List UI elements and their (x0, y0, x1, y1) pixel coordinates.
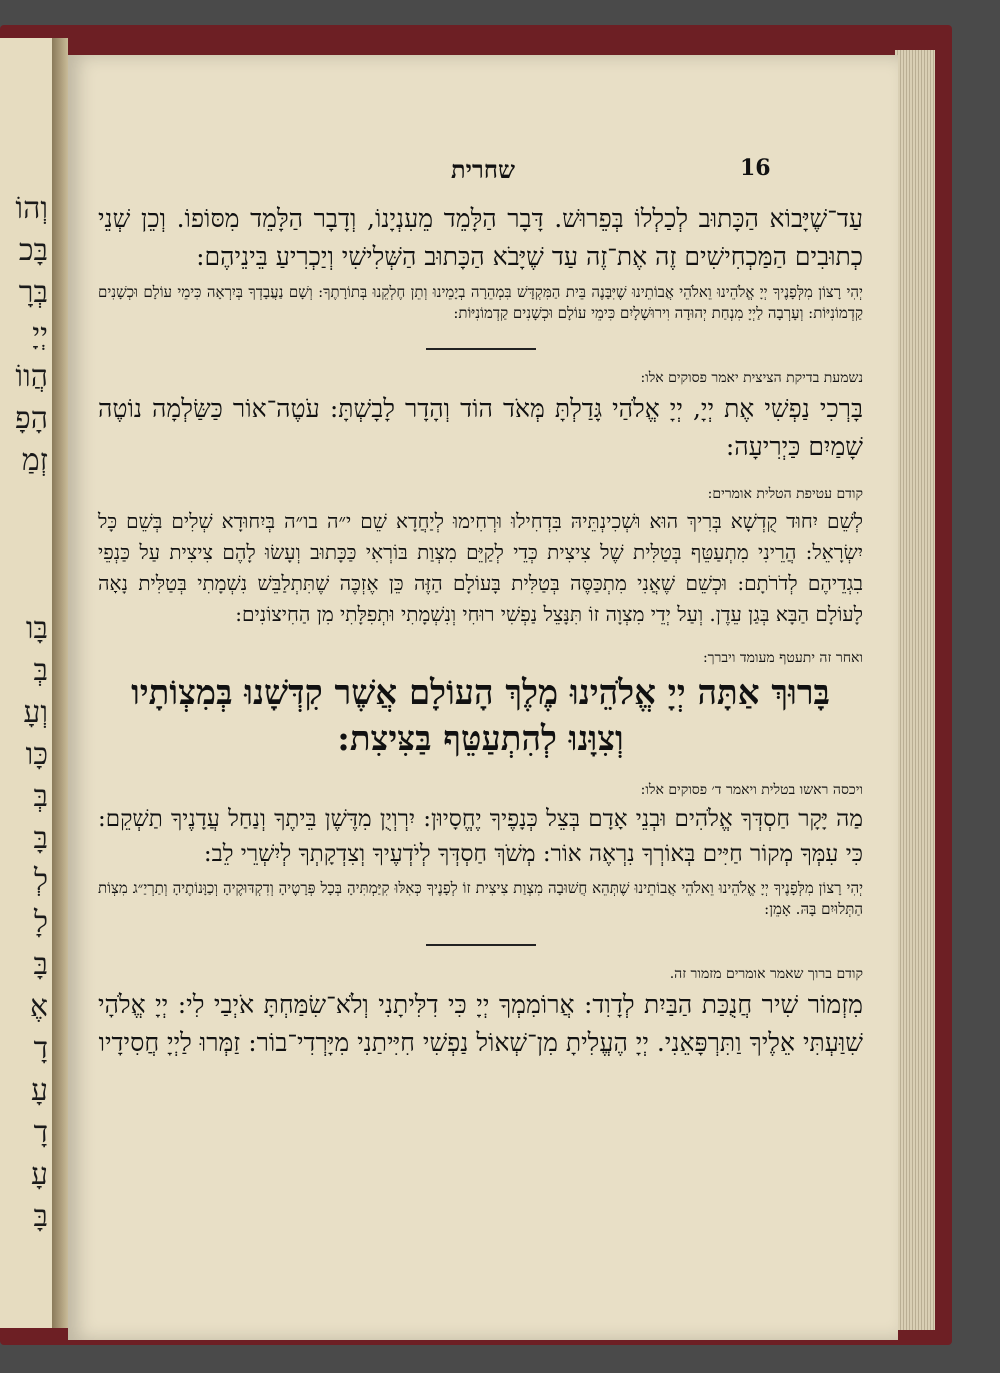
fragment-line: בָּו (25, 611, 48, 646)
fragment-line (15, 482, 48, 524)
text-block: עַד־שֶׁיָּבוֹא הַכָּתוּב לְכַלְלוֹ בְּפֵרוּשׁ. דָּבָר הַלָּמֵד מֵעִנְיָנוֹ, וְדָבָר הַלָּמֵד מִסּוֹפוֹ. וְכֵן שְׁנֵי כְתוּבִים הַמַּכְחִישִׁים זֶה אֶת־זֶה עַד שֶׁיָּבֹא הַכָּתוּב הַשְּׁלִישִׁי וְיַכְרִיעַ בֵּינֵיהֶם: (98, 204, 863, 271)
fragment-line (15, 566, 48, 608)
fragment-line: בָּ (33, 1199, 48, 1234)
instruction-rubric: נשמעת בדיקת הציצית יאמר פסוקים אלו: (640, 370, 863, 386)
fragment-line: הֲווֹ (15, 359, 48, 394)
tallit-blessing: בָּרוּךְ אַתָּה יְיָ אֱלֹהֵינוּ מֶלֶךְ הָעוֹלָם אֲשֶׁר קִדְּשָׁנוּ בְּמִצְוֹתָיו וְצִוָּנוּ לְהִתְעַטֵּף בַּצִּיצִת: (131, 673, 830, 759)
facing-page (0, 38, 52, 1328)
fragment-line: יְיָ (32, 317, 48, 352)
running-head (68, 155, 898, 195)
fragment-line (15, 524, 48, 566)
fragment-line: וְהוֹ (15, 191, 48, 226)
fragment-line: דָ (33, 1115, 48, 1150)
fragment-line: בָּכ (18, 233, 48, 268)
fragment-line: בְּרָ (18, 275, 48, 310)
book-gutter (52, 38, 68, 1328)
meditation-block: לְשֵׁם יִחוּד קֻדְשָׁא בְּרִיךְ הוּא וּשְׁכִינְתֵּיהּ בִּדְחִילוּ וּרְחִימוּ לְיַחֲדָא שֵׁם י״ה בו״ה בְּיִחוּדָא שְׁלִים בְּשֵׁם כָּל יִשְׂרָאֵל: הֲרֵינִי מִתְעַטֵּף בְּטַלִּית שֶׁל צִיצִית כְּדֵי לְקַיֵּם מִצְוַת בּוֹרְאִי כַּכָּתוּב וְעָשׂוּ לָהֶם צִיצִית עַל כַּנְפֵי בִגְדֵיהֶם לְדֹרֹתָם: וּכְשֵׁם שֶׁאֲנִי מִתְכַּסֶּה בְּטַלִּית בָּעוֹלָם הַזֶּה כֵּן אֶזְכֶּה שֶׁתִּתְלַבֵּשׁ נִשְׁמָתִי בְּטַלִּית נָאָה לָעוֹלָם הַבָּא בְּגַן עֵדֶן. וְעַל יְדֵי מִצְוָה זוֹ תִּנָּצֵל נַפְשִׁי רוּחִי וְנִשְׁמָתִי וּתְפִלָּתִי מִן הַחִיצוֹנִים: (98, 509, 863, 626)
fragment-line: הָפָ (15, 401, 48, 436)
page-number: 16 (740, 155, 771, 181)
fragment-line: לָ (33, 905, 48, 940)
fragment-line: בְּ (33, 653, 48, 688)
instruction-rubric: ויכסה ראשו בטלית ויאמר ד׳ פסוקים אלו: (640, 782, 863, 798)
page-title: שחרית (451, 155, 515, 184)
instruction-rubric: קודם ברוך שאמר אומרים מזמור זה. (669, 966, 863, 982)
fragment-line: אֶ (29, 989, 48, 1024)
psalm-block: מִזְמוֹר שִׁיר חֲנֻכַּת הַבַּיִת לְדָוִד: אֲרוֹמִמְךָ יְיָ כִּי דִלִּיתָנִי וְלֹא־שִׂמַּחְתָּ אֹיְבַי לִי: יְיָ אֱלֹהָי שִׁוַּעְתִּי אֵלֶיךָ וַתִּרְפָּאֵנִי. יְיָ הֶעֱלִיתָ מִן־שְׁאוֹל נַפְשִׁי חִיִּיתַנִי מִיָּרְדִי־בוֹר: זַמְּרוּ לַיְיָ חֲסִידָיו (98, 990, 863, 1057)
fragment-line: עָ (31, 1157, 48, 1192)
fragment-line: דָ (33, 1031, 48, 1066)
fragment-line: עָ (31, 1073, 48, 1108)
prayer-small-text: יְהִי רָצוֹן מִלְּפָנֶיךָ יְיָ אֱלֹהֵינוּ וֵאלֹהֵי אֲבוֹתֵינוּ שֶׁתְּהֵא חֲשׁוּבָה מִצְוַת צִיצִית זוֹ לְפָנֶיךָ כְּאִלּוּ קִיַּמְתִּיהָ בְּכָל פְּרָטֶיהָ וְדִקְדּוּקֶיהָ וְכַוָּנוֹתֶיהָ וְתַרְיַ״ג מִצְוֹת הַתְּלוּיִם בָּהּ. אָמֵן: (98, 879, 863, 918)
verse-block: בָּרְכִי נַפְשִׁי אֶת יְיָ, יְיָ אֱלֹהַי גָּדַלְתָּ מְּאֹד הוֹד וְהָדָר לָבָשְׁתָּ: עֹטֶה־אוֹר כַּשַּׂלְמָה נוֹטֶה שָׁמַיִם כַּיְרִיעָה: (98, 394, 863, 461)
fragment-line: לְ (33, 863, 48, 898)
facing-page-fragments (15, 188, 48, 1238)
fragment-line: וְעָ (23, 695, 48, 730)
verse-block: מַה יָּקָר חַסְדְּךָ אֱלֹהִים וּבְנֵי אָדָם בְּצֵל כְּנָפֶיךָ יֶחֱסָיוּן: יִרְוְיֻן מִדֶּשֶׁן בֵּיתֶךָ וְנַחַל עֲדָנֶיךָ תַשְׁקֵם: כִּי עִמְּךָ מְקוֹר חַיִּים בְּאוֹרְךָ נִרְאֶה אוֹר: מְשֹׁךְ חַסְדְּךָ לְיֹדְעֶיךָ וְצִדְקָתְךָ לְיִשְׁרֵי לֵב: (98, 806, 863, 867)
prayer-small-text: יְהִי רָצוֹן מִלְּפָנֶיךָ יְיָ אֱלֹהֵינוּ וֵאלֹהֵי אֲבוֹתֵינוּ שֶׁיִּבָּנֶה בֵּית הַמִּקְדָּשׁ בִּמְהֵרָה בְיָמֵינוּ וְתֵן חֶלְקֵנוּ בְּתוֹרָתֶךָ: וְשָׁם נַעֲבָדְךָ בְּיִרְאָה כִּימֵי עוֹלָם וּכְשָׁנִים קַדְמוֹנִיּוֹת: וְעָרְבָה לַיְיָ מִנְחַת יְהוּדָה וִירוּשָׁלָיִם כִּימֵי עוֹלָם וּכְשָׁנִים קַדְמוֹנִיּוֹת: (98, 283, 863, 322)
fragment-line: בָּ (33, 947, 48, 982)
instruction-rubric: ואחר זה יתעטף מעומד ויברך: (702, 650, 863, 666)
fragment-line: בָּ (33, 821, 48, 856)
book-page (68, 55, 898, 1340)
section-divider (426, 944, 536, 946)
section-divider (426, 348, 536, 350)
fragment-line: כָּו (25, 737, 48, 772)
fragment-line: זְמַ (21, 443, 48, 478)
fragment-line: בְּ (33, 779, 48, 814)
page-content (98, 200, 863, 1062)
instruction-rubric: קודם עטיפת הטלית אומרים: (707, 486, 863, 502)
page-edges (895, 50, 935, 1330)
